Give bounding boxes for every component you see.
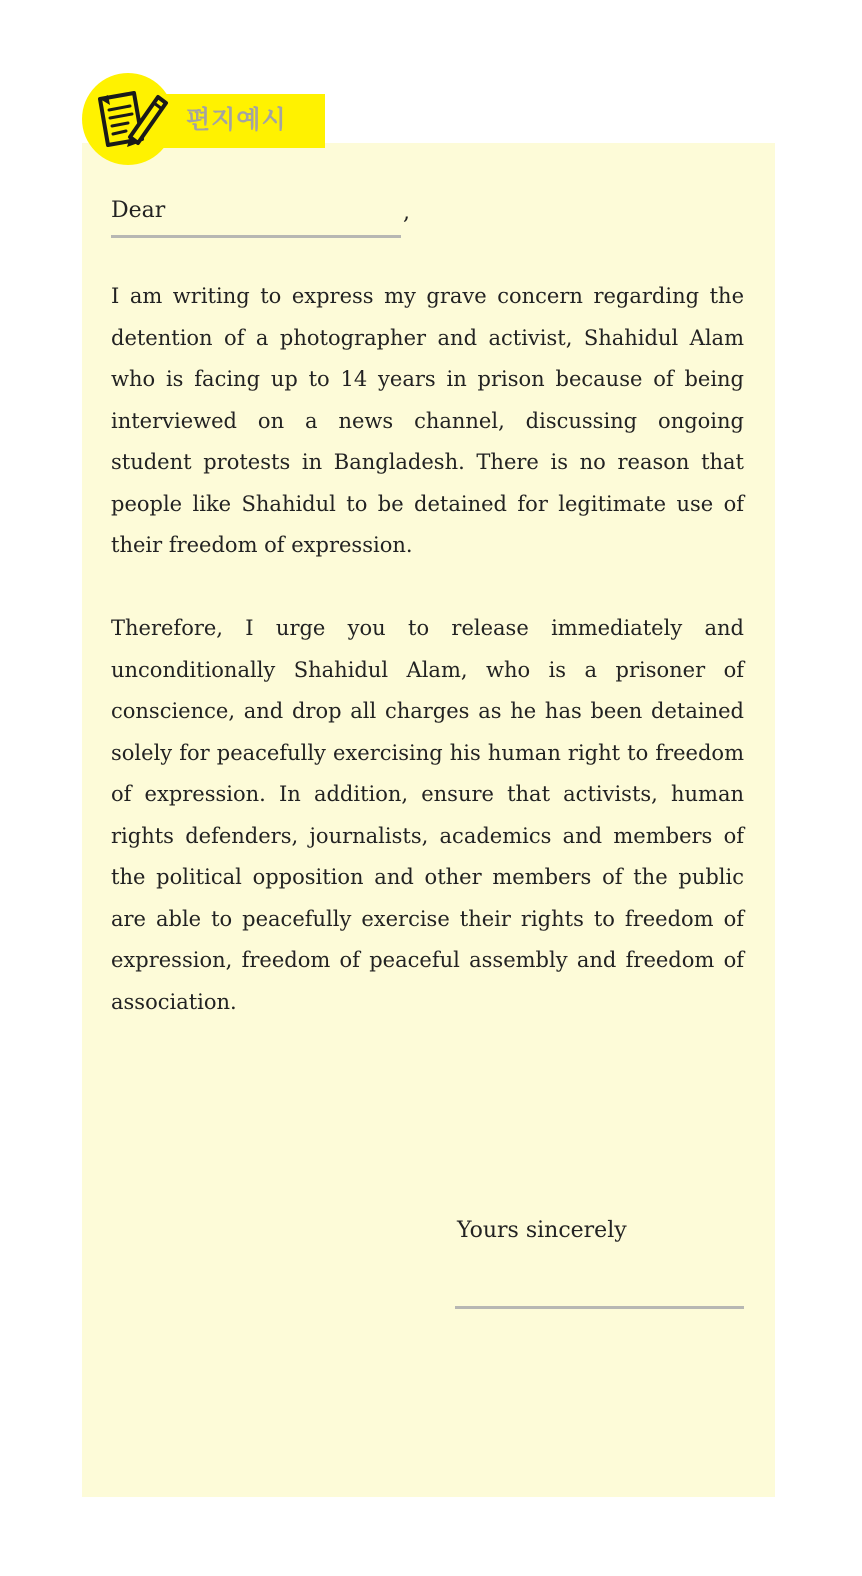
letter-paragraph-1: I am writing to express my grave concern regarding the detention of a photographer and activist, Shahidul Alam who is facing up to 14 years in prison because of being interviewed on a news channel, discussing ongoing student protests in Bangladesh. There is no reason that people like Shahidul to be detained for legitimate use of their freedom of expression.: [111, 284, 744, 557]
page-title: 편지예시: [186, 105, 287, 134]
salutation: Dear: [111, 198, 166, 223]
letter-paragraph-2: Therefore, I urge you to release immediately and unconditionally Shahidul Alam, who is a prisoner of conscience, and drop all charges as he has been detained solely for peacefully exercising his human right to freedom of expression. In addition, ensure that activists, human rights defenders, journalists, academics and members of the political opposition and other members of the public are able to peacefully exercise their rights to freedom of expression, freedom of peaceful assembly and freedom of association.: [111, 616, 744, 1014]
closing-text: Yours sincerely: [457, 1218, 627, 1243]
salutation-comma: ,: [403, 200, 410, 225]
document-pencil-icon: [82, 73, 174, 165]
recipient-name-field[interactable]: [111, 235, 401, 238]
signature-field[interactable]: [455, 1306, 744, 1309]
